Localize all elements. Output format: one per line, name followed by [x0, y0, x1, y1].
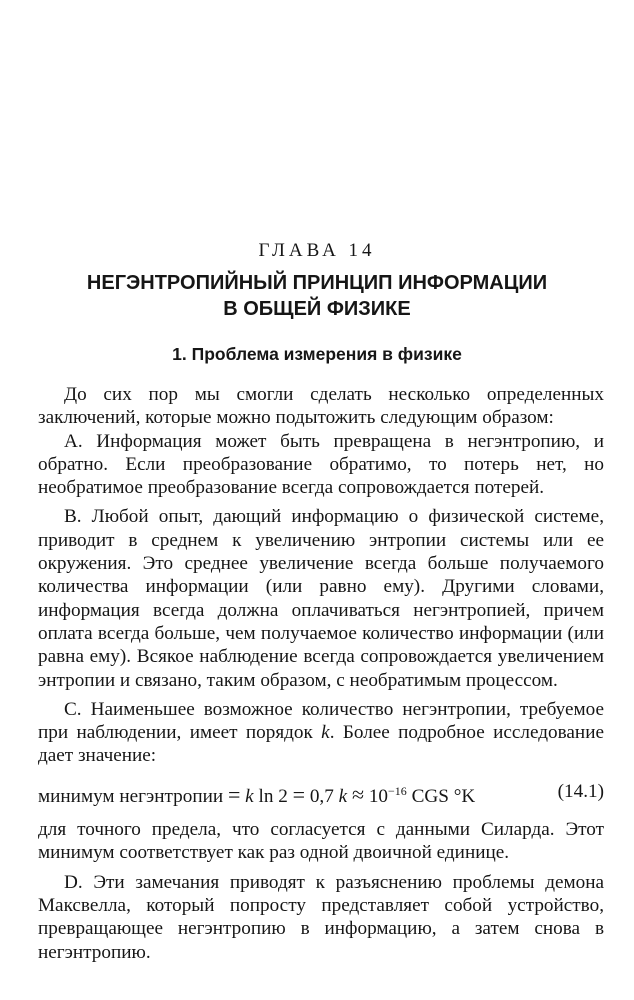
chapter-title-line-1: НЕГЭНТРОПИЙНЫЙ ПРИНЦИП ИНФОРМАЦИИ — [86, 272, 548, 294]
paragraph-c-start: С. Наименьшее возможное количество негэнтропии, требуемое при наблюдении, имеет порядок — [38, 698, 604, 744]
formula-approx: ≈ — [351, 781, 365, 807]
chapter-title-line-2: В ОБЩЕЙ ФИЗИКЕ — [223, 298, 411, 320]
chapter-title — [0, 270, 634, 322]
formula-expression — [38, 780, 475, 808]
paragraph-c-end: . Более подробное исследование дает значение: — [38, 722, 604, 767]
section-title: 1. Проблема измерения в физике — [172, 344, 462, 364]
formula-k-2: k — [338, 785, 348, 807]
formula-coefficient: 0,7 — [305, 785, 339, 807]
formula-power-exponent: −16 — [388, 783, 407, 798]
paragraph-b: В. Любой опыт, дающий информацию о физической системе, приводит в среднем к увеличению энтропии системы или ее окружения. Это среднее увеличение всегда больше получаемого количества информации (или равно ему). Другими словами, информация всегда должна оплачиваться негэнтропией, причем оплата всегда больше, чем получаемое количество информации (или равна ему). Всякое наблюдение всегда сопровождается увеличением энтропии и связано, таким образом, с необратимым процессом. — [38, 506, 604, 691]
body-text — [38, 383, 604, 964]
formula-ln2: ln 2 — [253, 785, 293, 807]
formula-lhs: минимум негэнтропии — [38, 785, 224, 807]
paragraph-c — [38, 698, 604, 768]
formula-units: CGS °K — [406, 785, 476, 807]
formula-equals-2: = — [292, 781, 306, 807]
formula-k-1: k — [245, 785, 254, 807]
paragraph-a: А. Информация может быть превращена в негэнтропию, и обратно. Если преобразование обратимо, то потерь нет, но необратимое преобразование всегда сопровождается потерей. — [38, 430, 604, 499]
formula-power-base: 10 — [364, 785, 388, 807]
paragraph-c-k: k — [321, 722, 330, 744]
paragraph-d: D. Эти замечания приводят к разъяснению проблемы демона Максвелла, который попросту представляет собой устройство, превращающее негэнтропию в информацию, а затем снова в негэнтропию. — [38, 871, 604, 963]
formula-equals-1: = — [227, 781, 241, 807]
paragraph-after-formula: для точного предела, что согласуется с данными Силарда. Этот минимум соответствует как раз одной двоичной единице. — [38, 819, 604, 864]
chapter-heading: ГЛАВА 14 — [258, 240, 376, 261]
formula-14-1 — [38, 780, 604, 807]
formula-number: (14.1) — [557, 780, 604, 802]
paragraph-intro: До сих пор мы смогли сделать несколько определенных заключений, которые можно подытожить следующим образом: — [38, 384, 604, 429]
